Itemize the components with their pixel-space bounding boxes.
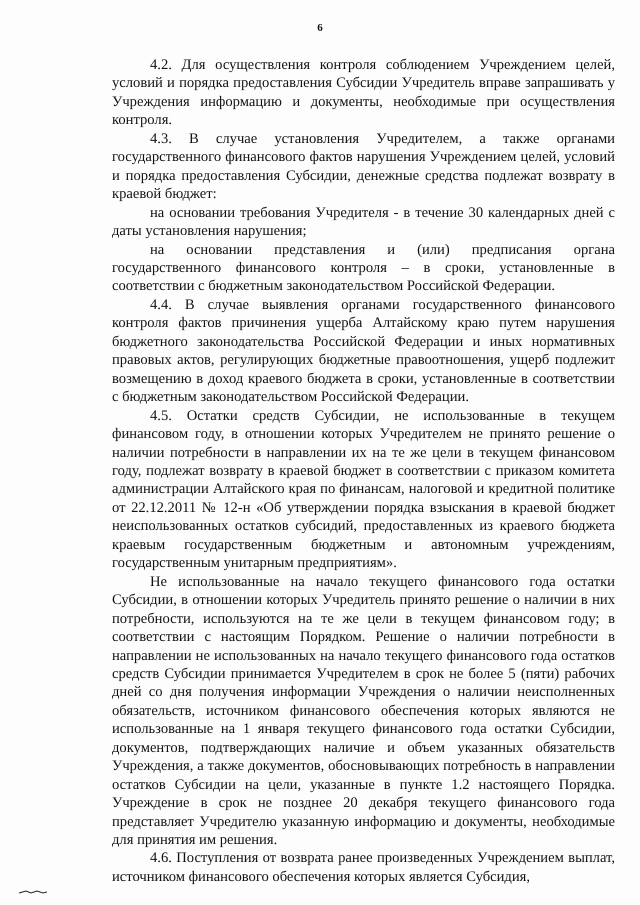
paragraph-4-4: 4.4. В случае выявления органами государственного финансового контроля фактов причинения ущерба Алтайскому краю путем нарушения бюджетного законодательства Российской Федерации и иных нормативных правовых актов, регулирующих бюджетные правоотношения, ущерб подлежит возмещению в доход краевого бюджета в сроки, установленные в соответствии с бюджетным законодательством Российской Федерации. [112,296,615,406]
paragraph-4-5-continued: Не использованные на начало текущего финансового года остатки Субсидии, в отношении которых Учредитель принято решение о наличии в них потребности, используются на те же цели в текущем финансовом году; в соответствии с настоящим Порядком. Решение о наличии потребности в направлении не использованных на начало текущего финансового года остатков средств Субсидии принимается Учредителем в срок не более 5 (пяти) рабочих дней со дня получения информации Учреждения о наличии неисполненных обязательств, источником финансового обеспечения которых являются не использованные на 1 января текущего финансового года остатки Субсидии, документов, подтверждающих наличие и объем указанных обязательств Учреждения, а также документов, обосновывающих потребность в направлении остатков Субсидии на цели, указанные в пункте 1.2 настоящего Порядка. Учреждение в срок не позднее 20 декабря текущего финансового года представляет Учредителю указанную информацию и документы, необходимые для принятия им решения. [112,573,615,849]
scan-artifact-mark [18,889,48,895]
document-body [112,56,615,886]
paragraph-4-5: 4.5. Остатки средств Субсидии, не использованные в текущем финансовом году, в отношении которых Учредителем не принято решение о наличии потребности в направлении их на те же цели в текущем финансовом году, подлежат возврату в краевой бюджет в соответствии с приказом комитета администрации Алтайского края по финансам, налоговой и кредитной политике от 22.12.2011 № 12-н «Об утверждении порядка взыскания в краевой бюджет неиспользованных остатков субсидий, предоставленных из краевого бюджета краевым государственным бюджетным и автономным учреждениям, государственным унитарным предприятиям». [112,407,615,572]
paragraph-4-3: 4.3. В случае установления Учредителем, а также органами государственного финансового фактов нарушения Учреждением целей, условий и порядка предоставления Субсидии, денежные средства подлежат возврату в краевой бюджет: [112,130,615,203]
paragraph-4-3-item-requirement: на основании требования Учредителя - в течение 30 календарных дней с даты установления нарушения; [112,204,615,240]
page-number: 6 [317,22,323,34]
paragraph-4-2: 4.2. Для осуществления контроля соблюдением Учреждением целей, условий и порядка предоставления Субсидии Учредитель вправе запрашивать у Учреждения информацию и документы, необходимые при осуществления контроля. [112,57,615,129]
paragraph-4-3-item-representation: на основании представления и (или) предписания органа государственного финансового контроля – в сроки, установленные в соответствии с бюджетным законодательством Российской Федерации. [112,241,615,295]
paragraph-4-6: 4.6. Поступления от возврата ранее произведенных Учреждением выплат, источником финансового обеспечения которых является Субсидия, [112,850,615,885]
